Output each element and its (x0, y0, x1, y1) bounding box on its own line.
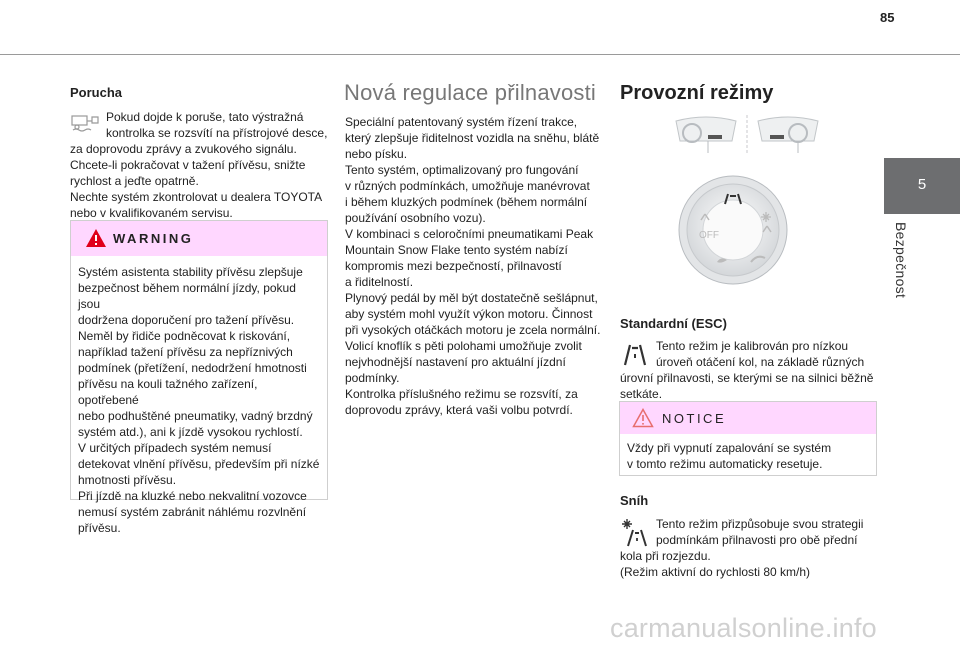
warning-line: V určitých případech systém nemusí (78, 441, 272, 455)
traction-line: který zlepšuje řiditelnost vozidla na sněhu, blátě (345, 131, 600, 145)
traction-line: Plynový pedál by měl být dostatečně sešlápnut, (345, 291, 598, 305)
traction-line: v různých podmínkách, umožňuje manévrovat (345, 179, 590, 193)
traction-line: kompromis mezi bezpečností, přilnavostí (345, 259, 562, 273)
traction-line: V kombinaci s celoročními pneumatikami Peak (345, 227, 594, 241)
warning-line: bezpečnost během normální jízdy, pokud jsou (78, 281, 296, 311)
warning-body (71, 256, 327, 536)
console-location-illustration (662, 113, 832, 157)
fault-line: za doprovodu zprávy a zvukového signálu. (70, 142, 297, 156)
warning-line: nemusí systém zabránit náhlému rozvlnění (78, 505, 307, 519)
traction-line: aby systém mohl využít výkon motoru. Činnost (345, 307, 593, 321)
standard-text-block (620, 338, 878, 402)
dashboard-right-icon (758, 117, 818, 153)
fault-line: Nechte systém zkontrolovat u dealera TOYOTA (70, 190, 323, 204)
standard-mode-section (620, 316, 878, 402)
warning-box (70, 220, 328, 535)
top-rule (0, 54, 960, 55)
snow-line: podmínkám přilnavosti pro obě přední (656, 533, 858, 547)
traction-title: Nová regulace přilnavosti (344, 80, 597, 105)
notice-triangle-icon (632, 408, 654, 433)
snow-line: kola při rozjezdu. (620, 549, 711, 563)
notice-box (619, 401, 877, 476)
modes-title: Provozní režimy (620, 82, 774, 104)
traction-line: Tento systém, optimalizovaný pro fungování (345, 163, 579, 177)
standard-heading: Standardní (ESC) (620, 316, 727, 331)
snow-line: (Režim aktivní do rychlosti 80 km/h) (620, 565, 811, 579)
warning-line: Neměl by řidiče podněcovat k riskování, (78, 329, 291, 343)
notice-body (620, 434, 876, 472)
fault-line: kontrolka se rozsvítí na přístrojové desce, (106, 126, 328, 140)
warning-line: přívěsu. (78, 521, 121, 535)
column-2 (344, 80, 603, 418)
column-1 (70, 85, 328, 221)
traction-line: podmínky. (345, 371, 400, 385)
snow-line: Tento režim přizpůsobuje svou strategii (656, 517, 864, 531)
standard-mode-icon (620, 340, 650, 374)
warning-line: přívěsu na kouli tažného zařízení, opotřebené (78, 377, 258, 407)
knob-off-label: OFF (699, 230, 719, 241)
warning-line: podmínek (přetížení, nedodržení hmotnosti (78, 361, 307, 375)
snow-mode-section (620, 493, 878, 580)
standard-line: úrovní přilnavosti, se kterými se na silnici běžně (620, 371, 874, 385)
fault-line: nebo v kvalifikovaném servisu. (70, 206, 233, 220)
snow-text-block (620, 516, 878, 580)
fault-section (70, 109, 328, 221)
snow-heading: Sníh (620, 493, 649, 508)
chapter-tab[interactable] (884, 158, 960, 214)
dashboard-left-icon (676, 117, 736, 153)
chapter-label: Bezpečnost (893, 222, 909, 299)
notice-line: v tomto režimu automaticky resetuje. (627, 457, 823, 471)
traction-line: Kontrolka příslušného režimu se rozsvítí, za (345, 387, 578, 401)
warning-line: dodržena doporučení pro tažení přívěsu. (78, 313, 295, 327)
traction-line: nejvhodnější nastavení pro aktuální jízdní (345, 355, 566, 369)
fault-line: rychlost a jeďte opatrně. (70, 174, 199, 188)
warning-line: například tažení přívěsu za nepříznivých (78, 345, 293, 359)
standard-line: setkáte. (620, 387, 663, 401)
trailer-warning-icon (70, 111, 100, 137)
snowflake-mode-icon (620, 518, 650, 552)
warning-header (71, 221, 327, 256)
watermark: carmanualsonline.info (610, 613, 877, 643)
traction-line: při vysokých otáčkách motoru je zcela normální. (345, 323, 601, 337)
page-number: 85 (880, 10, 895, 25)
warning-line: Při jízdě na kluzké nebo nekvalitní vozovce (78, 489, 307, 503)
chapter-number: 5 (917, 176, 927, 193)
standard-line: Tento režim je kalibrován pro nízkou (656, 339, 849, 353)
grip-control-knob-illustration (677, 174, 789, 286)
traction-line: Volicí knoflík s pěti polohami umožňuje zvolit (345, 339, 582, 353)
traction-line: používání osobního vozu). (345, 211, 486, 225)
warning-line: hmotnosti přívěsu. (78, 473, 177, 487)
notice-header (620, 402, 876, 434)
warning-title: WARNING (113, 231, 194, 246)
notice-line: Vždy při vypnutí zapalování se systém (627, 441, 832, 455)
warning-line: systém atd.), ani k jízdě vysokou rychlostí. (78, 425, 303, 439)
traction-line: i během kluzkých podmínek (během normální (345, 195, 588, 209)
traction-line: nebo písku. (345, 147, 408, 161)
warning-triangle-icon (85, 228, 107, 253)
fault-line: Pokud dojde k poruše, tato výstražná (106, 110, 304, 124)
traction-text (345, 114, 603, 418)
traction-line: Mountain Snow Flake tento systém nabízí (345, 243, 568, 257)
notice-title: NOTICE (662, 411, 727, 426)
fault-line: Chcete-li pokračovat v tažení přívěsu, snižte (70, 158, 306, 172)
warning-line: Systém asistenta stability přívěsu zlepšuje (78, 265, 303, 279)
traction-line: Speciální patentovaný systém řízení trakce, (345, 115, 578, 129)
fault-text (70, 109, 328, 221)
warning-line: detekovat vlnění přívěsu, především při nízké (78, 457, 320, 471)
warning-line: nebo podhuštěné pneumatiky, vadný brzdný (78, 409, 313, 423)
traction-line: a řiditelností. (345, 275, 414, 289)
fault-heading: Porucha (70, 85, 123, 100)
standard-line: úroveň otáčení kol, na základě různých (656, 355, 865, 369)
traction-line: doprovodu zprávy, která vaši volbu potvrdí. (345, 403, 573, 417)
